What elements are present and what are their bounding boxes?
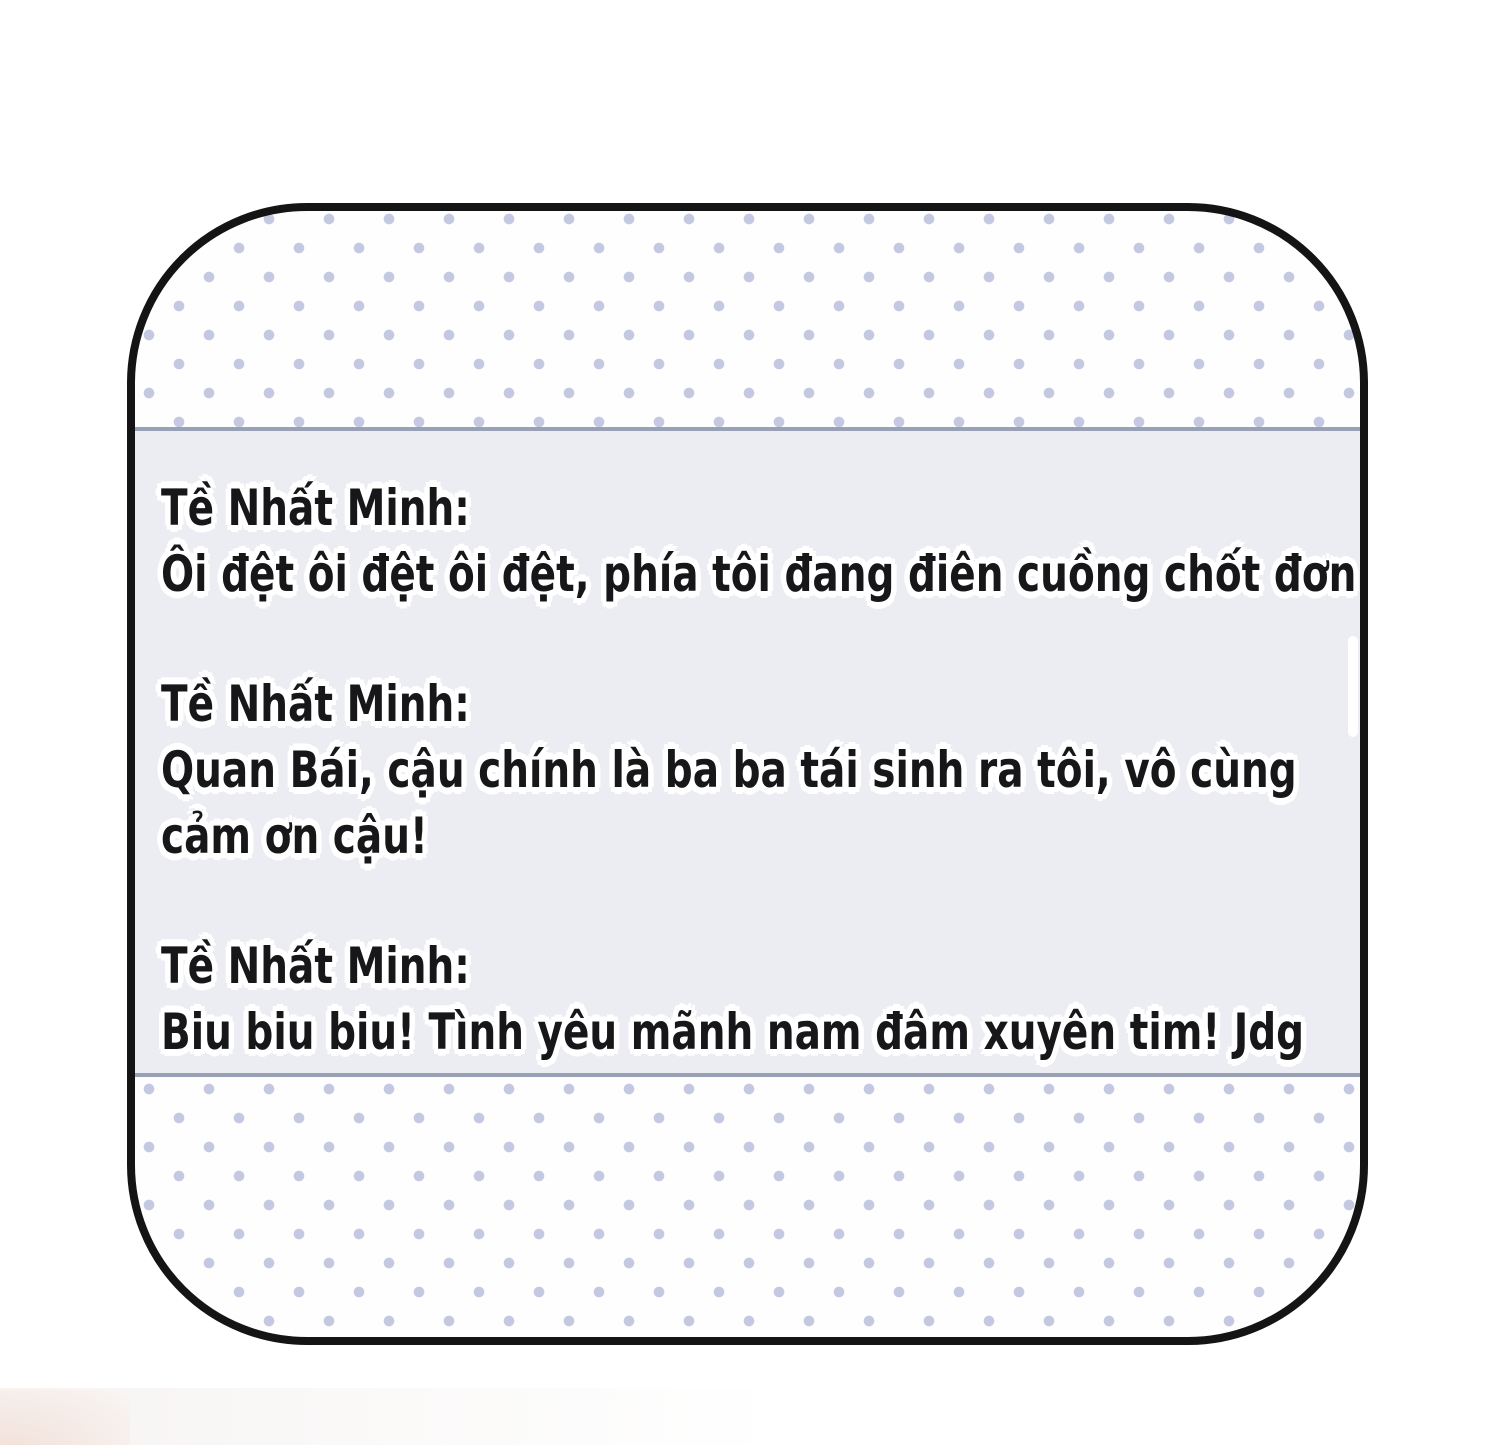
message-box	[127, 203, 1368, 1345]
message-sender: Tề Nhất Minh:	[161, 479, 470, 537]
message-line: Biu biu biu! Tình yêu mãnh nam đâm xuyên tim! Jdg	[161, 1003, 1305, 1061]
chat-area	[127, 427, 1368, 1077]
chat-message	[161, 475, 1368, 607]
next-panel-peek-blob	[0, 1390, 130, 1445]
chat-message	[161, 933, 1368, 1065]
message-sender: Tề Nhất Minh:	[161, 675, 470, 733]
message-sender: Tề Nhất Minh:	[161, 937, 470, 995]
message-line: cảm ơn cậu!	[161, 807, 428, 865]
scrollbar-thumb	[1348, 636, 1358, 737]
message-line: Ôi đệt ôi đệt ôi đệt, phía tôi đang điên cuồng chốt đơn	[161, 545, 1357, 603]
message-line: Quan Bái, cậu chính là ba ba tái sinh ra tôi, vô cùng	[161, 741, 1297, 799]
chat-transcript	[161, 475, 1368, 1065]
chat-message	[161, 671, 1368, 869]
